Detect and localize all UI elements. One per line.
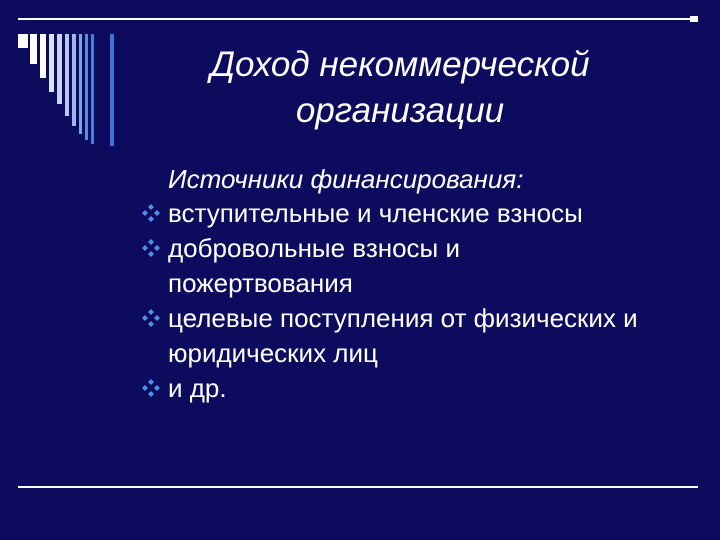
bullet-text: целевые поступления от физических и xyxy=(168,303,638,333)
list-item xyxy=(142,231,702,301)
top-divider-line xyxy=(18,18,698,20)
title-line-2: организации xyxy=(295,91,505,130)
list-item xyxy=(142,301,702,371)
title-line-1: Доход некоммерческой xyxy=(210,45,590,84)
decorative-stripes xyxy=(18,34,128,146)
list-item xyxy=(142,196,702,231)
bullet-text-continued: пожертвования xyxy=(168,268,353,298)
top-divider-cap xyxy=(690,16,698,22)
list-item xyxy=(142,371,702,406)
bullet-text: вступительные и членские взносы xyxy=(168,198,583,228)
slide-title xyxy=(150,42,650,134)
subtitle: Источники финансирования: xyxy=(168,164,524,194)
diamond-quad-icon xyxy=(142,309,160,327)
diamond-quad-icon xyxy=(142,204,160,222)
bottom-divider-line xyxy=(18,486,698,488)
bullet-text: добровольные взносы и xyxy=(168,233,460,263)
slide-content xyxy=(142,162,702,406)
bullet-text-continued: юридических лиц xyxy=(168,338,378,368)
bullet-list xyxy=(142,196,702,406)
diamond-quad-icon xyxy=(142,379,160,397)
diamond-quad-icon xyxy=(142,239,160,257)
bullet-text: и др. xyxy=(168,373,227,403)
